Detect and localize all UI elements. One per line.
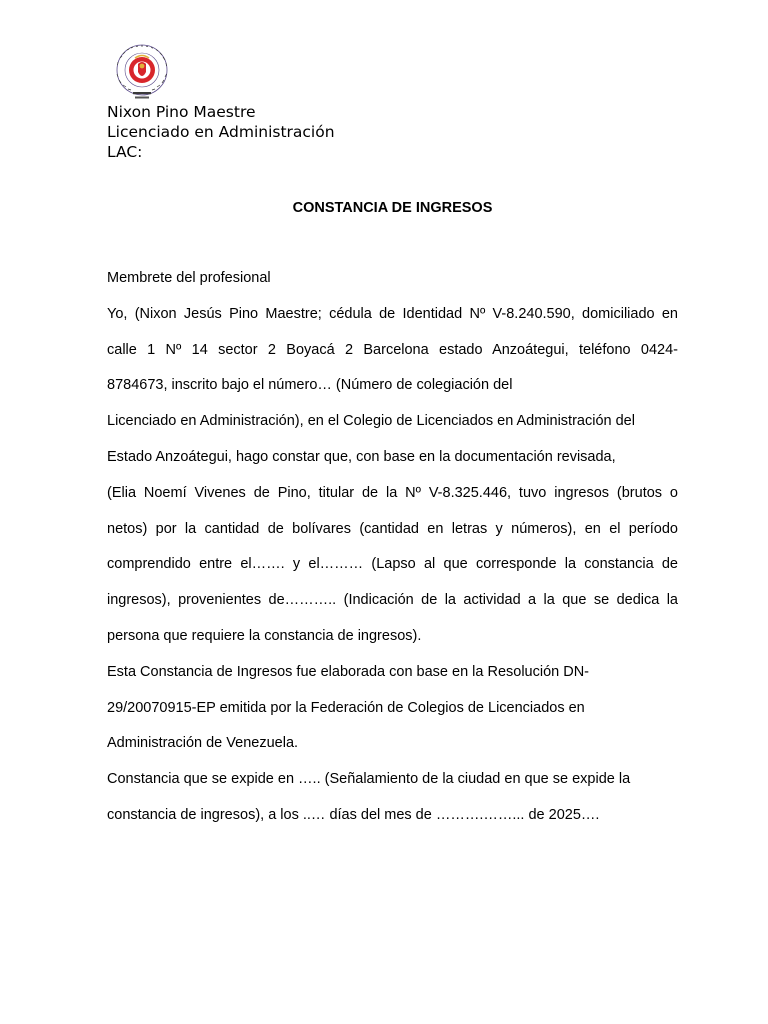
document-body xyxy=(107,261,678,834)
body-line: comprendido entre el……. y el……… (Lapso al que corresponde la constancia de xyxy=(107,556,678,573)
body-line: 8784673, inscrito bajo el número… (Número de colegiación del xyxy=(107,377,513,394)
body-line: calle 1 Nº 14 sector 2 Boyacá 2 Barcelona estado Anzoátegui, teléfono 0424- xyxy=(107,341,678,358)
professional-name: Nixon Pino Maestre xyxy=(107,103,256,121)
body-line: Esta Constancia de Ingresos fue elaborada con base en la Resolución DN- xyxy=(107,663,590,680)
body-line: (Elia Noemí Vivenes de Pino, titular de la Nº V-8.325.446, tuvo ingresos (brutos o xyxy=(107,484,678,501)
professional-degree: Licenciado en Administración xyxy=(107,123,335,141)
body-line: Constancia que se expide en ….. (Señalamiento de la ciudad en que se expide la xyxy=(107,771,631,788)
body-line: netos) por la cantidad de bolívares (cantidad en letras y números), en el período xyxy=(107,520,678,537)
body-line: Administración de Venezuela. xyxy=(107,735,299,752)
body-line: Membrete del profesional xyxy=(107,270,271,286)
body-line: ingresos), provenientes de……….. (Indicación de la actividad a la que se dedica la xyxy=(107,592,678,609)
body-line: constancia de ingresos), a los ..… días del mes de ……….……... de 2025…. xyxy=(107,806,600,823)
body-line: 29/20070915-EP emitida por la Federación de Colegios de Licenciados en xyxy=(107,699,585,716)
feclave-logo xyxy=(106,44,178,102)
document-title: CONSTANCIA DE INGRESOS xyxy=(292,200,493,216)
lac-label: LAC: xyxy=(107,143,143,161)
body-line: Yo, (Nixon Jesús Pino Maestre; cédula de Identidad Nº V-8.240.590, domiciliado en xyxy=(107,305,678,322)
body-line: persona que requiere la constancia de ingresos). xyxy=(107,627,422,644)
body-line: Licenciado en Administración), en el Colegio de Licenciados en Administración del xyxy=(107,413,635,430)
feclave-seal-icon xyxy=(106,44,178,102)
professional-header xyxy=(107,102,335,162)
body-line: Estado Anzoátegui, hago constar que, con base en la documentación revisada, xyxy=(107,448,616,465)
